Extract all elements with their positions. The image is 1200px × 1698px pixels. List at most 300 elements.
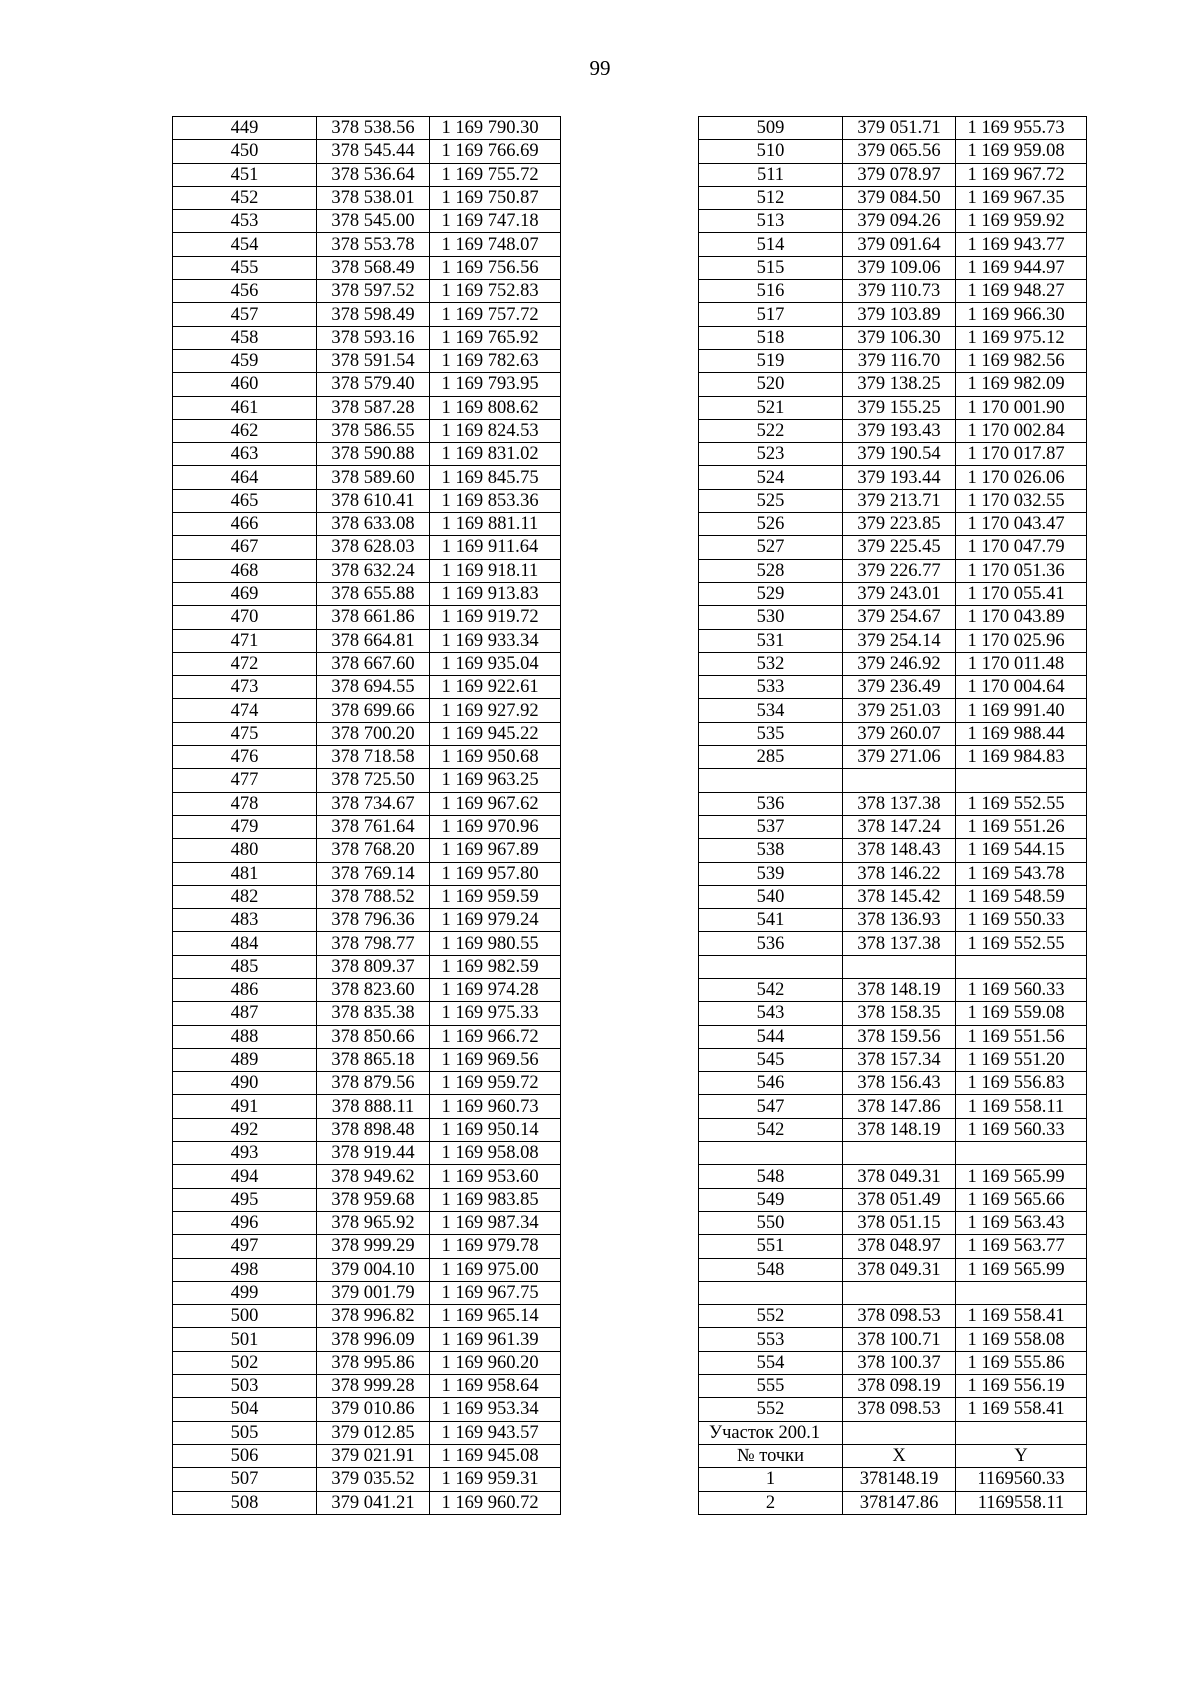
coord-y: 1 169 982.59 bbox=[430, 955, 561, 978]
table-row bbox=[699, 140, 1087, 163]
table-row bbox=[699, 559, 1087, 582]
point-number: 554 bbox=[699, 1351, 843, 1374]
table-row bbox=[173, 746, 561, 769]
coord-x: 379 012.85 bbox=[317, 1421, 430, 1444]
coord-x: 378 996.82 bbox=[317, 1305, 430, 1328]
coord-x: 379 236.49 bbox=[843, 676, 956, 699]
point-number: 474 bbox=[173, 699, 317, 722]
point-number: 523 bbox=[699, 443, 843, 466]
point-number: 526 bbox=[699, 513, 843, 536]
coord-y: 1 170 025.96 bbox=[956, 629, 1087, 652]
table-row bbox=[699, 909, 1087, 932]
coord-x: 378 536.64 bbox=[317, 163, 430, 186]
table-row bbox=[699, 932, 1087, 955]
coord-y: 1 169 933.34 bbox=[430, 629, 561, 652]
point-number: 501 bbox=[173, 1328, 317, 1351]
point-number: 524 bbox=[699, 466, 843, 489]
coord-y: 1 169 975.33 bbox=[430, 1002, 561, 1025]
table-row bbox=[699, 722, 1087, 745]
table-row bbox=[699, 1211, 1087, 1234]
coord-y: 1 169 948.27 bbox=[956, 280, 1087, 303]
table-row bbox=[699, 233, 1087, 256]
point-number: 458 bbox=[173, 326, 317, 349]
table-row bbox=[173, 466, 561, 489]
point-number: 517 bbox=[699, 303, 843, 326]
point-number: 542 bbox=[699, 1118, 843, 1141]
table-cell bbox=[956, 1421, 1087, 1444]
coord-x: 378 888.11 bbox=[317, 1095, 430, 1118]
coord-x: 379 213.71 bbox=[843, 489, 956, 512]
point-number: 460 bbox=[173, 373, 317, 396]
coord-y: 1 169 565.66 bbox=[956, 1188, 1087, 1211]
coord-x bbox=[843, 1281, 956, 1304]
table-row bbox=[173, 909, 561, 932]
coord-x: 378 051.15 bbox=[843, 1211, 956, 1234]
point-number: 500 bbox=[173, 1305, 317, 1328]
table-row bbox=[699, 629, 1087, 652]
table-row bbox=[699, 1351, 1087, 1374]
coord-y: 1 169 959.08 bbox=[956, 140, 1087, 163]
point-number: 285 bbox=[699, 746, 843, 769]
point-number: 477 bbox=[173, 769, 317, 792]
table-row bbox=[699, 1235, 1087, 1258]
coord-y: 1 169 953.34 bbox=[430, 1398, 561, 1421]
coord-y: 1 169 793.95 bbox=[430, 373, 561, 396]
table-row bbox=[699, 163, 1087, 186]
point-number: 506 bbox=[173, 1444, 317, 1467]
coord-y: 1 169 550.33 bbox=[956, 909, 1087, 932]
header-x: X bbox=[843, 1444, 956, 1467]
table-row bbox=[173, 839, 561, 862]
point-number: 535 bbox=[699, 722, 843, 745]
point-number: 492 bbox=[173, 1118, 317, 1141]
coord-y: 1 169 950.14 bbox=[430, 1118, 561, 1141]
coord-y: 1 169 965.14 bbox=[430, 1305, 561, 1328]
coord-x: 379 251.03 bbox=[843, 699, 956, 722]
coord-x: 379 051.71 bbox=[843, 117, 956, 140]
coord-x: 378 965.92 bbox=[317, 1211, 430, 1234]
coord-x: 378 593.16 bbox=[317, 326, 430, 349]
table-row bbox=[699, 186, 1087, 209]
coord-y: 1 169 853.36 bbox=[430, 489, 561, 512]
coord-y: 1 170 043.47 bbox=[956, 513, 1087, 536]
table-row bbox=[173, 978, 561, 1001]
table-row bbox=[173, 1444, 561, 1467]
table-row bbox=[699, 349, 1087, 372]
point-number: 507 bbox=[173, 1468, 317, 1491]
coord-y: 1 169 845.75 bbox=[430, 466, 561, 489]
coord-x: 379 223.85 bbox=[843, 513, 956, 536]
table-row bbox=[699, 955, 1087, 978]
point-number: 487 bbox=[173, 1002, 317, 1025]
point-number: 545 bbox=[699, 1048, 843, 1071]
table-row bbox=[699, 1398, 1087, 1421]
table-cell bbox=[843, 1421, 956, 1444]
coord-y: 1 169 552.55 bbox=[956, 792, 1087, 815]
coord-x: 378 999.28 bbox=[317, 1375, 430, 1398]
coord-y: 1 169 766.69 bbox=[430, 140, 561, 163]
coord-y: 1 169 966.30 bbox=[956, 303, 1087, 326]
coord-y: 1 169 967.35 bbox=[956, 186, 1087, 209]
point-number: 514 bbox=[699, 233, 843, 256]
coord-y: 1 169 943.57 bbox=[430, 1421, 561, 1444]
coord-x: 378 147.24 bbox=[843, 815, 956, 838]
point-number: 508 bbox=[173, 1491, 317, 1514]
coord-x: 378 148.43 bbox=[843, 839, 956, 862]
table-row bbox=[173, 559, 561, 582]
coord-y: 1 169 543.78 bbox=[956, 862, 1087, 885]
coord-y: 1 169 544.15 bbox=[956, 839, 1087, 862]
section-header-row bbox=[699, 1444, 1087, 1467]
table-row bbox=[173, 163, 561, 186]
coord-y: 1 170 004.64 bbox=[956, 676, 1087, 699]
table-row bbox=[699, 1072, 1087, 1095]
point-number: 450 bbox=[173, 140, 317, 163]
coord-y: 1 169 555.86 bbox=[956, 1351, 1087, 1374]
coord-y: 1 169 982.09 bbox=[956, 373, 1087, 396]
coord-x: 378 835.38 bbox=[317, 1002, 430, 1025]
coord-y: 1 169 945.22 bbox=[430, 722, 561, 745]
table-row bbox=[173, 349, 561, 372]
coord-y: 1 169 967.75 bbox=[430, 1281, 561, 1304]
table-row bbox=[173, 676, 561, 699]
coord-y: 1 170 047.79 bbox=[956, 536, 1087, 559]
point-number bbox=[699, 955, 843, 978]
coord-y: 1 170 055.41 bbox=[956, 582, 1087, 605]
table-row bbox=[173, 1211, 561, 1234]
coord-y: 1 169 548.59 bbox=[956, 885, 1087, 908]
coord-y: 1 169 987.34 bbox=[430, 1211, 561, 1234]
table-row bbox=[699, 1118, 1087, 1141]
table-row bbox=[699, 1142, 1087, 1165]
table-row bbox=[173, 1281, 561, 1304]
coord-x: 378 145.42 bbox=[843, 885, 956, 908]
table-row bbox=[173, 117, 561, 140]
coord-y: 1 169 927.92 bbox=[430, 699, 561, 722]
coord-y: 1 169 756.56 bbox=[430, 256, 561, 279]
point-number: 551 bbox=[699, 1235, 843, 1258]
coord-x: 379 271.06 bbox=[843, 746, 956, 769]
table-row bbox=[173, 1188, 561, 1211]
header-point-number: № точки bbox=[699, 1444, 843, 1467]
coord-x: 378 796.36 bbox=[317, 909, 430, 932]
point-number: 532 bbox=[699, 652, 843, 675]
coord-x: 378 999.29 bbox=[317, 1235, 430, 1258]
point-number: 550 bbox=[699, 1211, 843, 1234]
coord-y: 1 169 565.99 bbox=[956, 1165, 1087, 1188]
coord-y: 1 169 974.28 bbox=[430, 978, 561, 1001]
point-number: 533 bbox=[699, 676, 843, 699]
table-row bbox=[173, 186, 561, 209]
coord-x: 378 538.56 bbox=[317, 117, 430, 140]
coord-y: 1 169 975.12 bbox=[956, 326, 1087, 349]
point-number: 470 bbox=[173, 606, 317, 629]
coord-x: 378 734.67 bbox=[317, 792, 430, 815]
table-row bbox=[173, 1351, 561, 1374]
coord-y bbox=[956, 955, 1087, 978]
coord-y: 1 169 922.61 bbox=[430, 676, 561, 699]
coord-x: 378 761.64 bbox=[317, 815, 430, 838]
point-number: 481 bbox=[173, 862, 317, 885]
table-row bbox=[173, 1118, 561, 1141]
point-number: 462 bbox=[173, 419, 317, 442]
coord-x: 378 545.44 bbox=[317, 140, 430, 163]
table-row bbox=[699, 839, 1087, 862]
point-number: 471 bbox=[173, 629, 317, 652]
coord-y: 1 169 565.99 bbox=[956, 1258, 1087, 1281]
coord-x: 379 041.21 bbox=[317, 1491, 430, 1514]
coord-x: 378 049.31 bbox=[843, 1165, 956, 1188]
table-row bbox=[173, 1165, 561, 1188]
table-row bbox=[699, 652, 1087, 675]
coord-x: 378 098.53 bbox=[843, 1305, 956, 1328]
table-row bbox=[699, 536, 1087, 559]
point-number: 494 bbox=[173, 1165, 317, 1188]
coord-y: 1 169 967.72 bbox=[956, 163, 1087, 186]
table-row bbox=[173, 582, 561, 605]
coord-x: 379 193.44 bbox=[843, 466, 956, 489]
coord-y: 1 169 984.83 bbox=[956, 746, 1087, 769]
point-number bbox=[699, 769, 843, 792]
coord-y: 1169560.33 bbox=[956, 1468, 1087, 1491]
point-number: 484 bbox=[173, 932, 317, 955]
coord-x: 378 159.56 bbox=[843, 1025, 956, 1048]
coord-x bbox=[843, 1142, 956, 1165]
table-row bbox=[699, 606, 1087, 629]
coord-x: 379 193.43 bbox=[843, 419, 956, 442]
table-row bbox=[699, 280, 1087, 303]
coord-x: 378 700.20 bbox=[317, 722, 430, 745]
table-row bbox=[173, 815, 561, 838]
coord-y: 1 169 958.08 bbox=[430, 1142, 561, 1165]
coord-x: 378 048.97 bbox=[843, 1235, 956, 1258]
coord-y: 1 169 959.72 bbox=[430, 1072, 561, 1095]
point-number: 479 bbox=[173, 815, 317, 838]
coord-y: 1 170 032.55 bbox=[956, 489, 1087, 512]
table-row bbox=[699, 1305, 1087, 1328]
table-row bbox=[173, 1142, 561, 1165]
point-number: 525 bbox=[699, 489, 843, 512]
coord-y: 1 170 043.89 bbox=[956, 606, 1087, 629]
coord-y: 1 169 958.64 bbox=[430, 1375, 561, 1398]
coord-y: 1 169 558.41 bbox=[956, 1305, 1087, 1328]
coord-x: 378 538.01 bbox=[317, 186, 430, 209]
coord-x: 378 959.68 bbox=[317, 1188, 430, 1211]
coord-y: 1 169 558.08 bbox=[956, 1328, 1087, 1351]
table-row bbox=[173, 652, 561, 675]
point-number: 531 bbox=[699, 629, 843, 652]
table-row bbox=[173, 419, 561, 442]
point-number: 505 bbox=[173, 1421, 317, 1444]
point-number: 548 bbox=[699, 1258, 843, 1281]
point-number: 543 bbox=[699, 1002, 843, 1025]
coord-y: 1 170 026.06 bbox=[956, 466, 1087, 489]
point-number: 512 bbox=[699, 186, 843, 209]
point-number: 496 bbox=[173, 1211, 317, 1234]
coord-y: 1 169 957.80 bbox=[430, 862, 561, 885]
coord-x: 378 798.77 bbox=[317, 932, 430, 955]
point-number: 493 bbox=[173, 1142, 317, 1165]
coord-x: 379 254.67 bbox=[843, 606, 956, 629]
point-number: 518 bbox=[699, 326, 843, 349]
point-number: 510 bbox=[699, 140, 843, 163]
coord-x: 379 106.30 bbox=[843, 326, 956, 349]
coord-x: 379 091.64 bbox=[843, 233, 956, 256]
coord-y: 1 169 563.77 bbox=[956, 1235, 1087, 1258]
coord-y: 1 169 988.44 bbox=[956, 722, 1087, 745]
point-number: 451 bbox=[173, 163, 317, 186]
table-row bbox=[699, 978, 1087, 1001]
coord-y: 1 169 969.56 bbox=[430, 1048, 561, 1071]
coord-x: 378 051.49 bbox=[843, 1188, 956, 1211]
coord-x: 378 610.41 bbox=[317, 489, 430, 512]
point-number: 516 bbox=[699, 280, 843, 303]
coord-y: 1 170 001.90 bbox=[956, 396, 1087, 419]
table-row bbox=[699, 769, 1087, 792]
coord-y: 1 169 967.89 bbox=[430, 839, 561, 862]
table-row bbox=[173, 210, 561, 233]
table-row bbox=[699, 419, 1087, 442]
coord-y bbox=[956, 769, 1087, 792]
coord-y: 1 169 747.18 bbox=[430, 210, 561, 233]
coord-x: 378 049.31 bbox=[843, 1258, 956, 1281]
coord-y: 1 169 563.43 bbox=[956, 1211, 1087, 1234]
coord-x: 378 148.19 bbox=[843, 1118, 956, 1141]
point-number: 483 bbox=[173, 909, 317, 932]
point-number: 2 bbox=[699, 1491, 843, 1514]
coord-y: 1 170 002.84 bbox=[956, 419, 1087, 442]
coord-y: 1 169 945.08 bbox=[430, 1444, 561, 1467]
table-row bbox=[699, 1281, 1087, 1304]
point-number: 548 bbox=[699, 1165, 843, 1188]
table-row bbox=[173, 489, 561, 512]
coord-y: 1 169 966.72 bbox=[430, 1025, 561, 1048]
point-number: 476 bbox=[173, 746, 317, 769]
table-row bbox=[699, 1048, 1087, 1071]
coord-y: 1 169 955.73 bbox=[956, 117, 1087, 140]
coord-y: 1 169 551.56 bbox=[956, 1025, 1087, 1048]
coord-x: 378 136.93 bbox=[843, 909, 956, 932]
coord-x: 378 590.88 bbox=[317, 443, 430, 466]
table-row bbox=[699, 885, 1087, 908]
coord-x: 378 694.55 bbox=[317, 676, 430, 699]
coord-x: 378 098.53 bbox=[843, 1398, 956, 1421]
point-number: 534 bbox=[699, 699, 843, 722]
section-title-row bbox=[699, 1421, 1087, 1444]
coord-x: 378 100.71 bbox=[843, 1328, 956, 1351]
table-row bbox=[173, 1398, 561, 1421]
coord-x: 378 919.44 bbox=[317, 1142, 430, 1165]
point-number: 553 bbox=[699, 1328, 843, 1351]
coord-x: 378 699.66 bbox=[317, 699, 430, 722]
table-row bbox=[699, 676, 1087, 699]
coord-x: 379 084.50 bbox=[843, 186, 956, 209]
coord-y: 1 169 961.39 bbox=[430, 1328, 561, 1351]
point-number: 473 bbox=[173, 676, 317, 699]
coord-x: 378 632.24 bbox=[317, 559, 430, 582]
coord-x: 379 226.77 bbox=[843, 559, 956, 582]
coord-y: 1169558.11 bbox=[956, 1491, 1087, 1514]
coord-y: 1 169 980.55 bbox=[430, 932, 561, 955]
coord-x: 378147.86 bbox=[843, 1491, 956, 1514]
coord-x: 379 116.70 bbox=[843, 349, 956, 372]
coord-x: 378 633.08 bbox=[317, 513, 430, 536]
table-row bbox=[699, 1095, 1087, 1118]
table-row bbox=[173, 769, 561, 792]
coord-x: 378148.19 bbox=[843, 1468, 956, 1491]
point-number: 469 bbox=[173, 582, 317, 605]
coord-y: 1 169 960.20 bbox=[430, 1351, 561, 1374]
coordinates-table-right bbox=[698, 116, 1087, 1515]
coord-y: 1 169 808.62 bbox=[430, 396, 561, 419]
coord-y: 1 169 967.62 bbox=[430, 792, 561, 815]
table-row bbox=[173, 885, 561, 908]
table-row bbox=[173, 1072, 561, 1095]
section-title: Участок 200.1 bbox=[699, 1421, 843, 1444]
point-number: 538 bbox=[699, 839, 843, 862]
point-number: 467 bbox=[173, 536, 317, 559]
coord-x: 379 138.25 bbox=[843, 373, 956, 396]
point-number: 549 bbox=[699, 1188, 843, 1211]
coord-y: 1 169 983.85 bbox=[430, 1188, 561, 1211]
coord-y: 1 169 560.33 bbox=[956, 1118, 1087, 1141]
coord-x: 378 598.49 bbox=[317, 303, 430, 326]
point-number: 499 bbox=[173, 1281, 317, 1304]
table-row bbox=[699, 1491, 1087, 1514]
coord-x: 379 010.86 bbox=[317, 1398, 430, 1421]
coord-y: 1 169 551.26 bbox=[956, 815, 1087, 838]
coord-x: 379 225.45 bbox=[843, 536, 956, 559]
coord-y: 1 169 552.55 bbox=[956, 932, 1087, 955]
table-row bbox=[173, 722, 561, 745]
coord-y: 1 169 982.56 bbox=[956, 349, 1087, 372]
table-row bbox=[173, 396, 561, 419]
header-y: Y bbox=[956, 1444, 1087, 1467]
table-row bbox=[699, 815, 1087, 838]
point-number: 504 bbox=[173, 1398, 317, 1421]
coord-x: 378 879.56 bbox=[317, 1072, 430, 1095]
point-number: 530 bbox=[699, 606, 843, 629]
table-row bbox=[173, 280, 561, 303]
point-number: 490 bbox=[173, 1072, 317, 1095]
point-number: 527 bbox=[699, 536, 843, 559]
coord-x: 378 655.88 bbox=[317, 582, 430, 605]
point-number: 498 bbox=[173, 1258, 317, 1281]
coord-x: 378 725.50 bbox=[317, 769, 430, 792]
point-number: 529 bbox=[699, 582, 843, 605]
table-row bbox=[699, 1188, 1087, 1211]
table-row bbox=[699, 210, 1087, 233]
point-number: 1 bbox=[699, 1468, 843, 1491]
coord-y: 1 169 935.04 bbox=[430, 652, 561, 675]
point-number: 456 bbox=[173, 280, 317, 303]
point-number: 463 bbox=[173, 443, 317, 466]
coord-y: 1 169 979.78 bbox=[430, 1235, 561, 1258]
table-row bbox=[699, 513, 1087, 536]
coord-x: 379 254.14 bbox=[843, 629, 956, 652]
table-row bbox=[699, 1025, 1087, 1048]
coord-x: 378 098.19 bbox=[843, 1375, 956, 1398]
coord-x: 379 109.06 bbox=[843, 256, 956, 279]
point-number: 536 bbox=[699, 932, 843, 955]
coord-x: 378 157.34 bbox=[843, 1048, 956, 1071]
point-number: 541 bbox=[699, 909, 843, 932]
table-row bbox=[699, 256, 1087, 279]
coord-y: 1 169 953.60 bbox=[430, 1165, 561, 1188]
coord-x: 379 246.92 bbox=[843, 652, 956, 675]
coord-x: 378 768.20 bbox=[317, 839, 430, 862]
coord-y: 1 169 959.59 bbox=[430, 885, 561, 908]
